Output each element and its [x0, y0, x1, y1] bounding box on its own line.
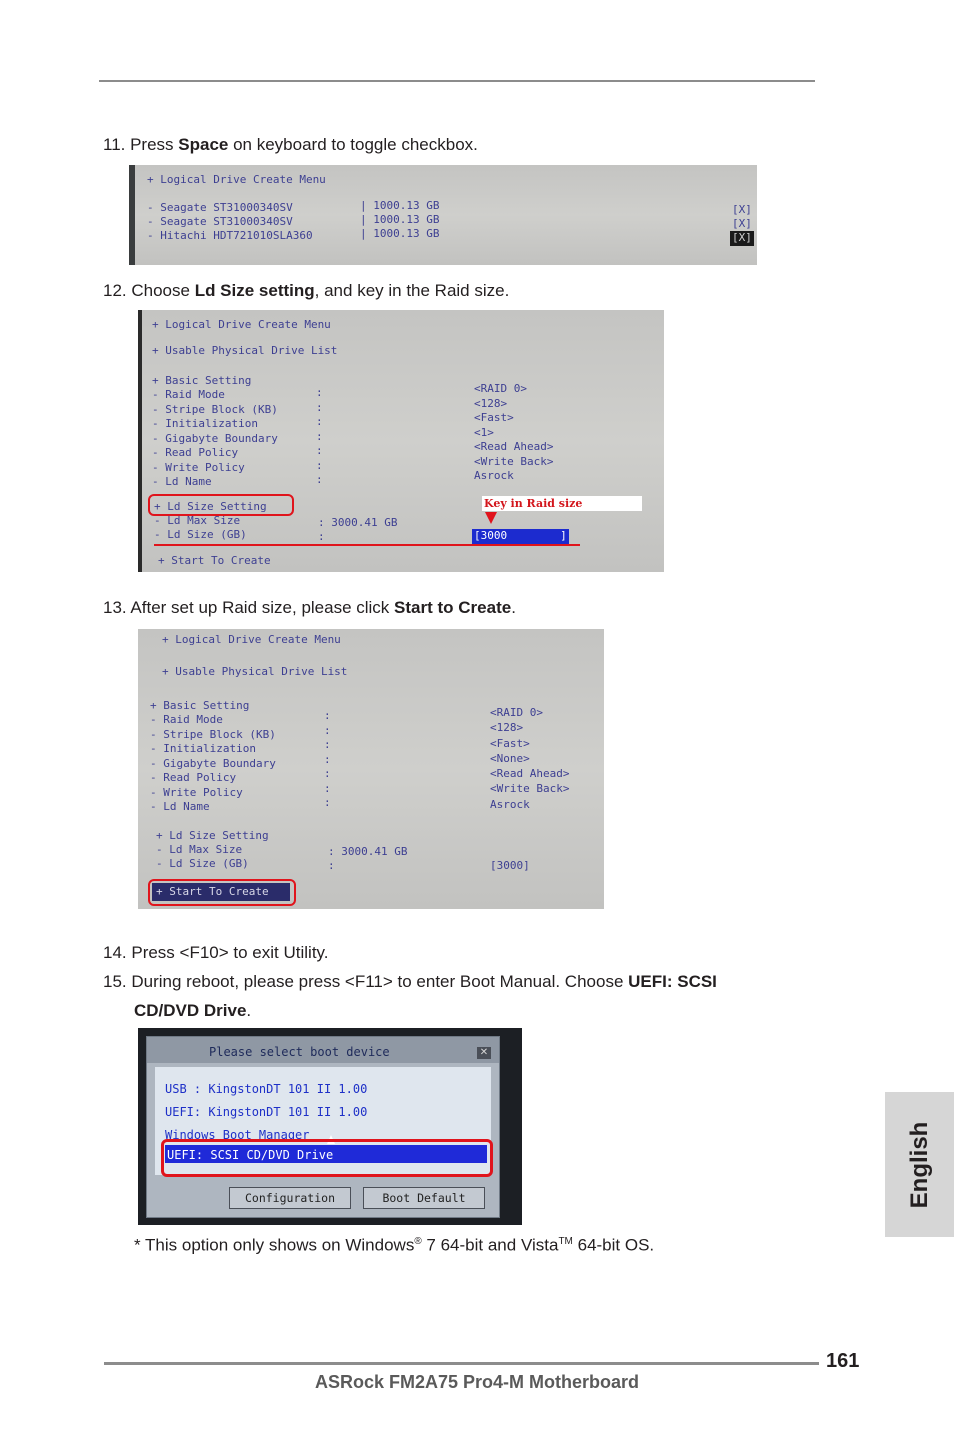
boot-device-item-selected[interactable]: UEFI: SCSI CD/DVD Drive — [167, 1148, 334, 1162]
step-13 — [103, 597, 516, 619]
boot-dialog-title: Please select boot device — [209, 1045, 390, 1059]
step-15-bold-cont: CD/DVD Drive — [134, 1001, 247, 1020]
drive-size: | 1000.13 GB — [360, 199, 440, 212]
bottom-rule — [104, 1362, 819, 1365]
highlight-start-to-create — [148, 879, 296, 906]
setting-values: <RAID 0> <128> <Fast> <1> <Read Ahead> <Write Back> Asrock — [474, 382, 554, 482]
drive-size: | 1000.13 GB — [360, 227, 440, 240]
start-to-create[interactable]: + Start To Create — [158, 554, 271, 567]
top-rule — [99, 80, 815, 82]
drive-name: - Seagate ST31000340SV — [147, 215, 293, 228]
step-12-bold: Ld Size setting — [194, 281, 315, 300]
boot-device-item[interactable]: UEFI: KingstonDT 101 II 1.00 — [165, 1105, 368, 1119]
step-15-cont — [134, 1000, 251, 1022]
basic-setting: + Basic Setting — [150, 699, 250, 712]
highlight-ld-size-setting — [148, 494, 294, 516]
step-11-text: 11. Press — [103, 135, 179, 154]
language-tab — [885, 1092, 954, 1237]
highlight-uefi-scsi — [161, 1139, 493, 1177]
configuration-button[interactable] — [229, 1187, 351, 1209]
drive-checkbox[interactable]: [X] — [732, 203, 752, 216]
trademark-mark: TM — [558, 1236, 573, 1247]
ld-max-size-value: : 3000.41 GB — [328, 845, 408, 858]
step-15 — [103, 971, 717, 993]
close-icon[interactable]: ✕ — [477, 1047, 491, 1059]
registered-mark: ® — [414, 1236, 422, 1247]
footnote — [134, 1231, 654, 1257]
ld-size-label: - Ld Size (GB) — [156, 857, 249, 870]
usable-drive-list: + Usable Physical Drive List — [152, 344, 338, 357]
photo-edge — [138, 310, 142, 572]
step-14: 14. Press <F10> to exit Utility. — [103, 943, 329, 962]
drive-checkbox[interactable]: [X] — [732, 217, 752, 230]
setting-colons: : : : : : : : — [324, 709, 331, 809]
boot-device-item[interactable]: USB : KingstonDT 101 II 1.00 — [165, 1082, 368, 1096]
ld-size-label: - Ld Size (GB) — [154, 528, 247, 541]
step-12-rest: , and key in the Raid size. — [314, 281, 510, 300]
step-11-bold: Space — [178, 135, 229, 154]
step-11 — [103, 134, 478, 156]
setting-labels: - Raid Mode - Stripe Block (KB) - Initialization - Gigabyte Boundary - Read Policy - Write Policy - Ld Name — [152, 388, 278, 488]
boot-dialog — [146, 1036, 500, 1218]
step-13-rest: . — [511, 598, 516, 617]
ld-size-setting: + Ld Size Setting — [156, 829, 269, 842]
drive-checkbox-highlighted[interactable]: [X] — [732, 231, 752, 244]
step-12 — [103, 280, 509, 302]
step-12-text: 12. Choose — [103, 281, 195, 300]
step-15-bold: UEFI: SCSI — [628, 972, 717, 991]
callout-box — [482, 496, 642, 511]
bios-screen — [135, 165, 757, 265]
start-to-create[interactable]: + Start To Create — [156, 885, 269, 898]
language-tab-label: English — [905, 1121, 933, 1208]
usable-drive-list: + Usable Physical Drive List — [162, 665, 348, 678]
drive-name: - Seagate ST31000340SV — [147, 201, 293, 214]
boot-default-button-label: Boot Default — [382, 1191, 466, 1205]
footer-title: ASRock FM2A75 Pro4-M Motherboard — [314, 1372, 640, 1392]
step-13-bold: Start to Create — [394, 598, 512, 617]
arrow-down-icon — [485, 512, 497, 524]
footnote-text-mid: 7 64-bit and Vista — [421, 1235, 559, 1255]
ld-size-input[interactable]: [3000 ] — [474, 529, 567, 542]
footnote-text: * This option only shows on Windows — [134, 1235, 415, 1255]
page-number: 161 — [826, 1350, 860, 1372]
ld-size-value: [3000] — [490, 859, 530, 872]
screenshot-drive-select — [129, 165, 757, 265]
step-13-text: 13. After set up Raid size, please click — [103, 598, 395, 617]
footnote-text-end: 64-bit OS. — [572, 1235, 655, 1255]
callout-text: Key in Raid size — [484, 497, 583, 510]
boot-device-item[interactable]: Windows Boot Manager — [165, 1128, 310, 1142]
setting-labels: - Raid Mode - Stripe Block (KB) - Initialization - Gigabyte Boundary - Read Policy - Write Policy - Ld Name — [150, 713, 276, 813]
bios-menu-title: + Logical Drive Create Menu — [147, 173, 326, 186]
ld-max-size-label: - Ld Max Size — [154, 514, 241, 527]
step-11-rest: on keyboard to toggle checkbox. — [228, 135, 478, 154]
drive-name: - Hitachi HDT721010SLA360 — [147, 229, 313, 242]
bios-menu-title: + Logical Drive Create Menu — [152, 318, 331, 331]
drive-size: | 1000.13 GB — [360, 213, 440, 226]
ld-max-size-label: - Ld Max Size — [156, 843, 243, 856]
ld-size-setting[interactable]: + Ld Size Setting — [154, 500, 267, 513]
ld-max-size-value: : 3000.41 GB — [318, 516, 398, 529]
underline-ld-size — [154, 544, 580, 546]
screenshot-start-create — [138, 629, 604, 909]
basic-setting: + Basic Setting — [152, 374, 252, 387]
ld-size-colon: : — [318, 530, 325, 543]
screenshot-ld-size — [138, 310, 664, 572]
configuration-button-label: Configuration — [244, 1191, 335, 1205]
screenshot-boot-menu — [138, 1028, 522, 1225]
bios-menu-title: + Logical Drive Create Menu — [162, 633, 341, 646]
step-15-text: 15. During reboot, please press <F11> to enter Boot Manual. Choose — [103, 972, 629, 991]
step-15-rest: . — [246, 1001, 252, 1020]
setting-colons: : : : : : : : — [316, 386, 323, 486]
ld-size-colon: : — [328, 859, 335, 872]
boot-default-button[interactable] — [363, 1187, 485, 1209]
setting-values: <RAID 0> <128> <Fast> <None> <Read Ahead> <Write Back> Asrock — [490, 706, 570, 811]
